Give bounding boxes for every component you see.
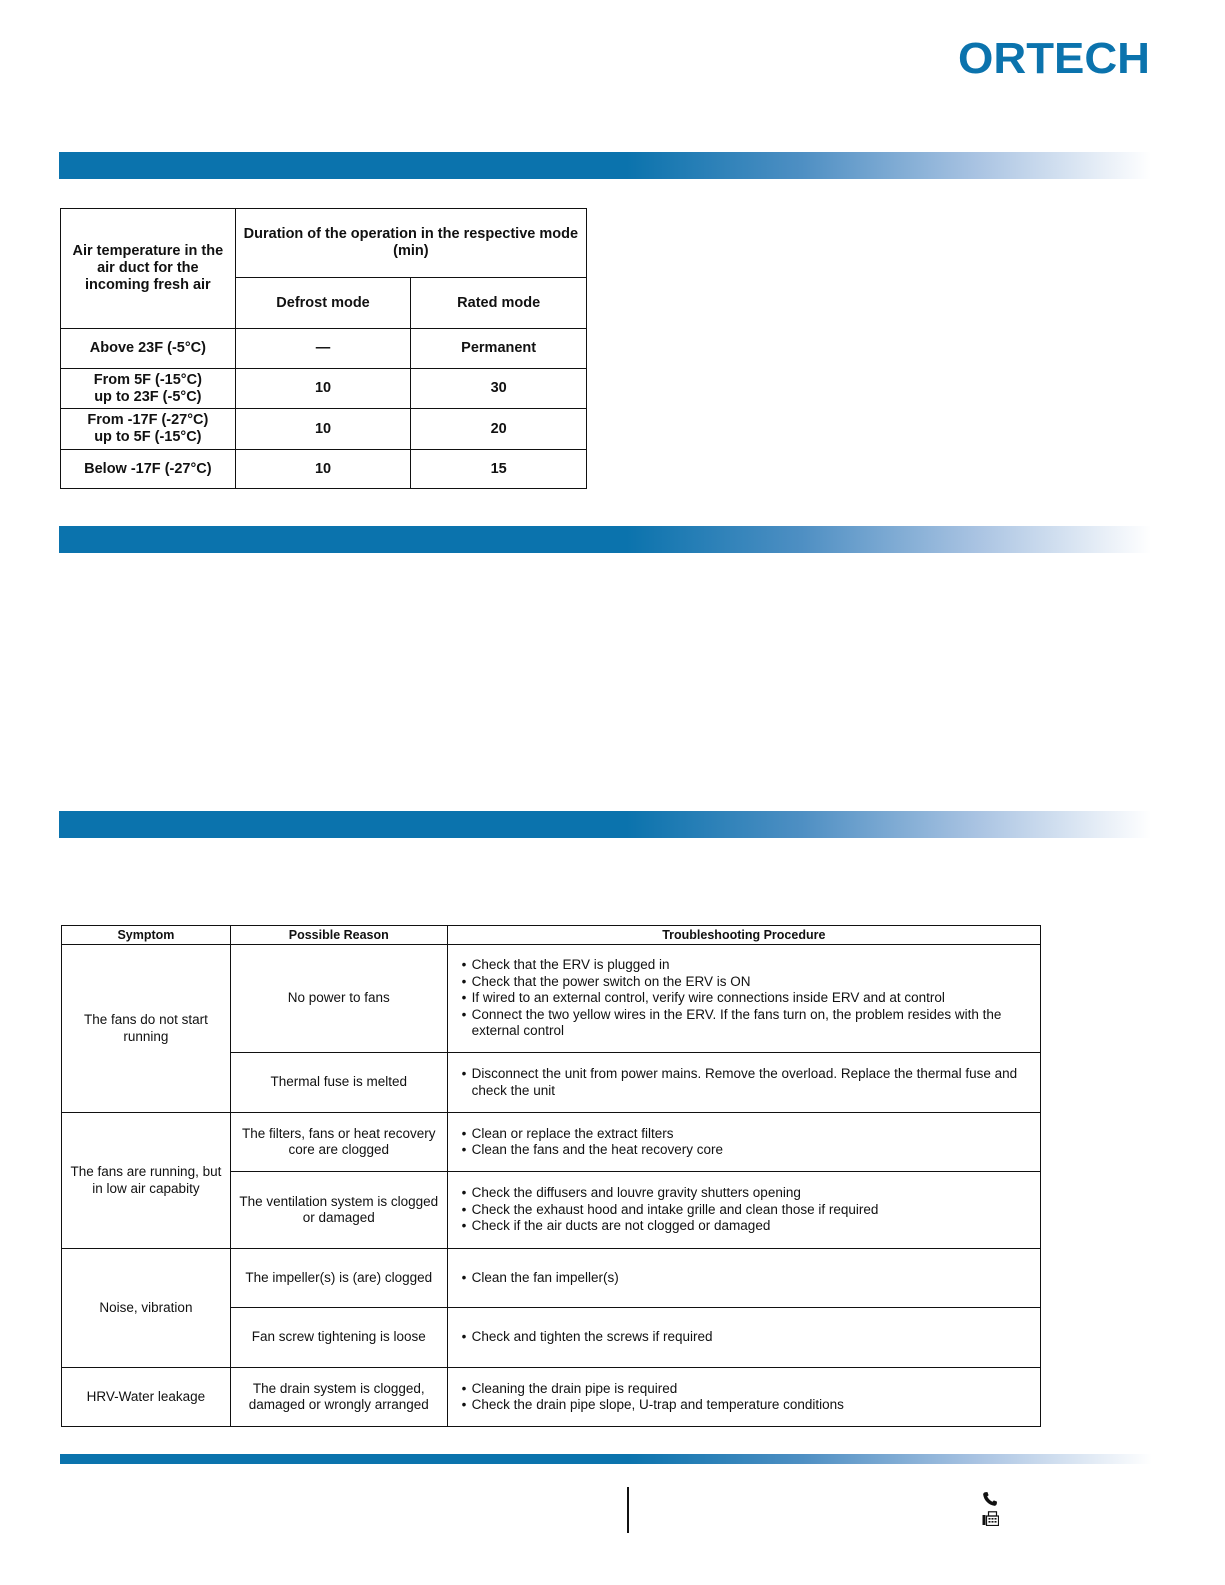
troubleshooting-table — [61, 925, 1041, 1427]
phone-icon — [982, 1491, 998, 1507]
procedure-cell — [447, 1249, 1040, 1308]
procedure-step: • Disconnect the unit from power mains. Remove the overload. Replace the thermal fuse and check the unit — [462, 1066, 1030, 1099]
procedure-step: • Clean or replace the extract filters — [462, 1126, 1030, 1143]
section-header-band — [59, 526, 1151, 553]
procedure-step: • Check and tighten the screws if required — [462, 1329, 1030, 1346]
defrost-cell: 10 — [235, 409, 411, 450]
temp-line: From -17F (-27°C) — [87, 412, 209, 428]
procedure-cell — [447, 945, 1040, 1053]
defrost-cell: 10 — [235, 369, 411, 409]
table-row — [62, 945, 1041, 1053]
temp-line: up to 23F (-5°C) — [94, 388, 202, 405]
header-possible-reason: Possible Reason — [230, 926, 447, 945]
temp-line: From 5F (-15°C) — [93, 371, 202, 388]
fax-icon — [982, 1511, 999, 1526]
table-row — [61, 409, 587, 450]
section-header-band — [59, 811, 1151, 838]
table-row — [61, 369, 587, 409]
procedure-step: • If wired to an external control, verify wire connections inside ERV and at control — [462, 990, 1030, 1007]
temp-cell — [61, 409, 236, 450]
table-row — [62, 1249, 1041, 1308]
temp-cell: Above 23F (-5°C) — [61, 329, 236, 369]
procedure-cell — [447, 1113, 1040, 1172]
defrost-cell: 10 — [235, 450, 411, 489]
defrost-cell: — — [235, 329, 411, 369]
procedure-step: • Connect the two yellow wires in the ERV. If the fans turn on, the problem resides with the external control — [462, 1007, 1030, 1040]
header-air-temperature: Air temperature in the air duct for the incoming fresh air — [61, 209, 236, 329]
reason-cell: The impeller(s) is (are) clogged — [230, 1249, 447, 1308]
procedure-step: • Check the exhaust hood and intake grille and clean those if required — [462, 1202, 1030, 1219]
table-row — [62, 1113, 1041, 1172]
temp-cell — [61, 369, 236, 409]
procedure-step: • Cleaning the drain pipe is required — [462, 1381, 1030, 1398]
procedure-step: • Check if the air ducts are not clogged or damaged — [462, 1218, 1030, 1235]
svg-text:ORTECH: ORTECH — [958, 36, 1150, 80]
symptom-cell: Noise, vibration — [62, 1249, 231, 1368]
procedure-step: • Check the diffusers and louvre gravity shutters opening — [462, 1185, 1030, 1202]
reason-cell: Thermal fuse is melted — [230, 1053, 447, 1113]
procedure-cell — [447, 1172, 1040, 1249]
reason-cell: No power to fans — [230, 945, 447, 1053]
procedure-cell — [447, 1308, 1040, 1368]
temp-cell: Below -17F (-27°C) — [61, 450, 236, 489]
procedure-step: • Clean the fans and the heat recovery core — [462, 1142, 1030, 1159]
symptom-cell: The fans do not start running — [62, 945, 231, 1113]
procedure-step: • Check that the ERV is plugged in — [462, 957, 1030, 974]
section-header-band — [59, 152, 1151, 179]
reason-cell: The drain system is clogged, damaged or wrongly arranged — [230, 1368, 447, 1427]
header-symptom: Symptom — [62, 926, 231, 945]
header-rated-mode: Rated mode — [411, 278, 587, 329]
rated-cell: 15 — [411, 450, 587, 489]
footer-divider — [627, 1487, 629, 1533]
reason-cell: The filters, fans or heat recovery core are clogged — [230, 1113, 447, 1172]
rated-cell: 20 — [411, 409, 587, 450]
header-duration: Duration of the operation in the respective mode (min) — [235, 209, 586, 278]
footer-band — [60, 1454, 1152, 1464]
header-procedure: Troubleshooting Procedure — [447, 926, 1040, 945]
procedure-step: • Check that the power switch on the ERV is ON — [462, 974, 1030, 991]
header-defrost-mode: Defrost mode — [235, 278, 411, 329]
table-row — [61, 450, 587, 489]
defrost-table — [60, 208, 587, 489]
temp-line: up to 5F (-15°C) — [94, 429, 202, 445]
rated-cell: 30 — [411, 369, 587, 409]
table-row — [61, 329, 587, 369]
procedure-cell — [447, 1053, 1040, 1113]
rated-cell: Permanent — [411, 329, 587, 369]
procedure-step: • Clean the fan impeller(s) — [462, 1270, 1030, 1287]
symptom-cell: The fans are running, but in low air capabity — [62, 1113, 231, 1249]
ortech-logo — [958, 36, 1153, 80]
reason-cell: The ventilation system is clogged or damaged — [230, 1172, 447, 1249]
reason-cell: Fan screw tightening is loose — [230, 1308, 447, 1368]
symptom-cell: HRV-Water leakage — [62, 1368, 231, 1427]
procedure-cell — [447, 1368, 1040, 1427]
procedure-step: • Check the drain pipe slope, U-trap and temperature conditions — [462, 1397, 1030, 1414]
table-row — [62, 1368, 1041, 1427]
